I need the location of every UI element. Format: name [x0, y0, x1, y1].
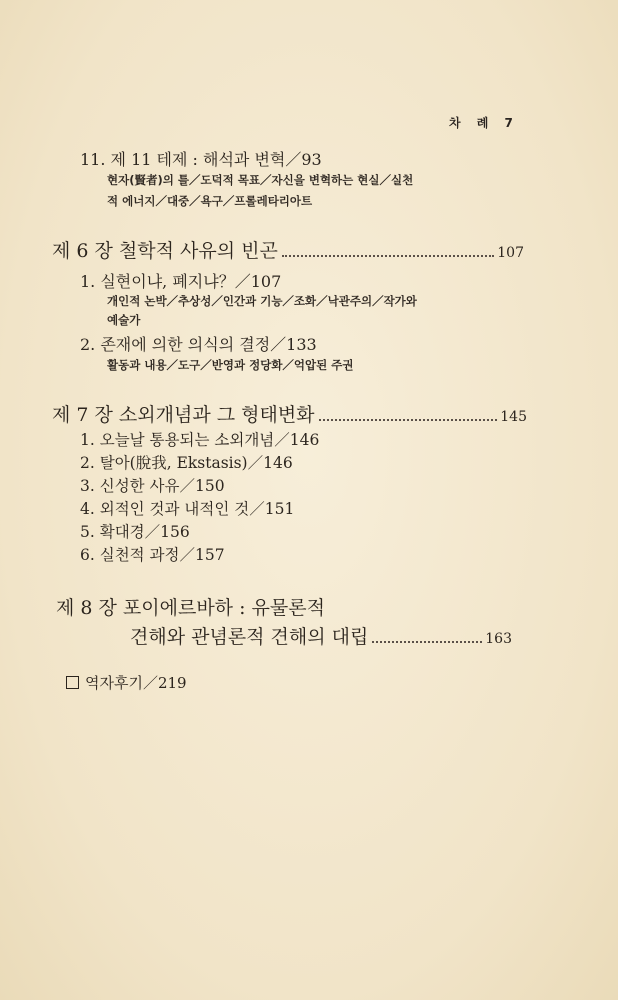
toc-entry-thesis-11: 11. 제 11 테제 : 해석과 변혁／93 [80, 150, 322, 169]
toc-sub-line: 개인적 논박／추상성／인간과 기능／조화／낙관주의／작가와 [107, 294, 417, 308]
toc-appendix [66, 672, 187, 693]
toc-chapter-6 [52, 236, 524, 263]
dot-leader [372, 641, 482, 643]
chapter-title: 제 7 장 소외개념과 그 형태변화 [52, 404, 315, 426]
toc-sub-line: 적 에너지／대중／욕구／프롤레타리아트 [107, 194, 313, 208]
toc-entry: 1. 실현이냐, 폐지냐？／107 [80, 272, 282, 291]
chapter-page: 107 [497, 245, 524, 261]
toc-entry: 1. 오늘날 통용되는 소외개념／146 [80, 431, 320, 449]
toc-entry: 6. 실천적 과정／157 [80, 546, 225, 564]
chapter-title: 제 8 장 포이에르바하 : 유물론적 [56, 597, 325, 619]
appendix-label: 역자후기／219 [85, 674, 187, 692]
toc-entry: 2. 존재에 의한 의식의 결정／133 [80, 335, 317, 354]
chapter-title-cont: 견해와 관념론적 견해의 대립 [130, 626, 369, 648]
toc-sub-line: 예술가 [107, 313, 141, 327]
toc-chapter-7 [52, 400, 527, 427]
toc-sub-line: 활동과 내용／도구／반영과 정당화／억압된 주권 [107, 358, 354, 372]
toc-chapter-8-line2 [130, 622, 512, 649]
chapter-title: 제 6 장 철학적 사유의 빈곤 [52, 240, 278, 262]
toc-chapter-8-line1 [56, 593, 325, 620]
dot-leader [282, 255, 494, 257]
dot-leader [319, 419, 498, 421]
toc-entry: 3. 신성한 사유／150 [80, 477, 225, 495]
toc-entry: 5. 확대경／156 [80, 523, 190, 541]
toc-entry: 2. 탈아(脫我, Ekstasis)／146 [80, 454, 293, 472]
running-head: 차 례 7 [449, 116, 519, 130]
toc-sub-line: 현자(賢者)의 틀／도덕적 목표／자신을 변혁하는 현실／실천 [107, 173, 414, 187]
chapter-page: 145 [500, 409, 527, 425]
toc-entry: 4. 외적인 것과 내적인 것／151 [80, 500, 295, 518]
square-bullet-icon [66, 676, 79, 689]
chapter-page: 163 [485, 631, 512, 647]
